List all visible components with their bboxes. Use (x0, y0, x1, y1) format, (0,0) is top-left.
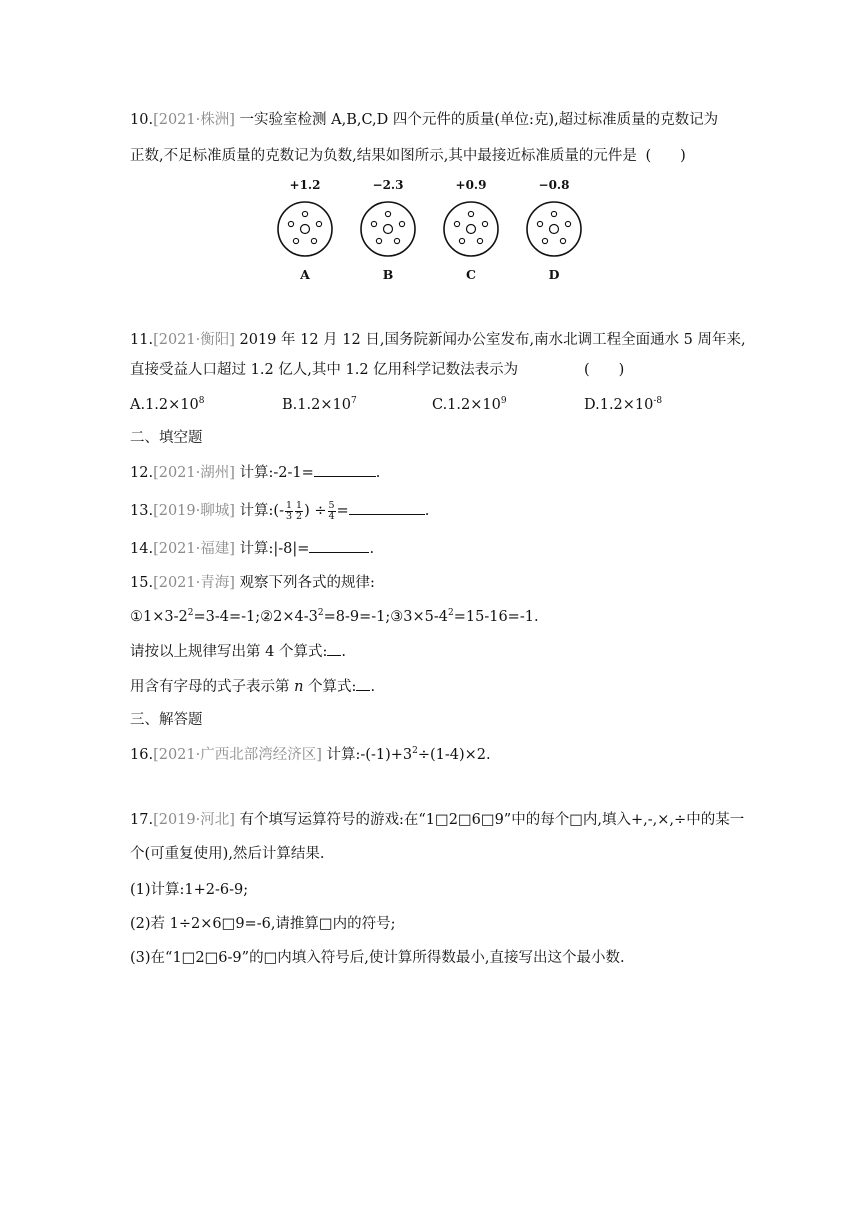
q15-formula-part: ①1×3-2 (130, 609, 188, 625)
q13-f2-denominator: 2 (296, 510, 303, 522)
q10-source: [2021·株洲] (153, 112, 235, 128)
q17-source: [2019·河北] (153, 812, 235, 828)
q15-formula-exp: 2 (447, 608, 454, 618)
q13-end: . (424, 503, 430, 519)
q12-answer-blank[interactable] (314, 462, 376, 477)
q15-line4-n: n (294, 679, 304, 695)
q13-answer-blank[interactable] (349, 500, 425, 515)
q13-f1-denominator: 3 (285, 510, 293, 522)
component-value-label: +1.2 (289, 178, 321, 192)
component-small-hole (459, 238, 464, 243)
q15-end-1: . (341, 644, 346, 660)
q11-source: [2021·衡阳] (153, 332, 235, 348)
q15-formula-exp: 2 (187, 608, 194, 618)
component-small-hole (454, 221, 459, 226)
q13-f3-denominator: 4 (328, 510, 335, 522)
q13-fraction-2 (295, 501, 303, 522)
q10-text-2: 正数,不足标准质量的克数记为负数,结果如图所示,其中最接近标准质量的元件是 (130, 148, 637, 164)
q17-sub3: (3)在“1□2□6-9”的□内填入符号后,使计算所得数最小,直接写出这个最小数. (130, 950, 625, 966)
q11-text-2: 直接受益人口超过 1.2 亿人,其中 1.2 亿用科学记数法表示为 (130, 362, 519, 378)
q15-line4-text-a: 用含有字母的式子表示第 (130, 679, 295, 695)
section-fill-in-title: 二、填空题 (130, 430, 203, 446)
q13-f2-numerator: 1 (296, 499, 303, 511)
q10-components-figure (270, 175, 600, 285)
component-small-hole (551, 211, 556, 216)
q17-sub1: (1)计算:1+2-6-9; (130, 882, 249, 898)
q13-line (130, 500, 429, 522)
q11-line1 (130, 330, 746, 350)
q14-line (130, 538, 374, 559)
component-d (527, 178, 581, 282)
component-outer-circle (527, 202, 581, 256)
q16-text-b: ÷(1-4)×2. (417, 747, 491, 763)
q12-end: . (375, 465, 381, 481)
q15-line3 (130, 641, 346, 662)
q16-line (130, 745, 491, 765)
q13-right-paren: ) (304, 503, 310, 519)
q15-line4-text-b: 个算式: (303, 679, 357, 695)
q12-line (130, 462, 380, 483)
component-center-hole (467, 225, 476, 234)
component-small-hole (565, 221, 570, 226)
component-small-hole (399, 221, 404, 226)
q13-minus: - (279, 503, 284, 519)
q17-number: 17. (130, 812, 154, 828)
q11-number: 11. (130, 332, 154, 348)
q13-text: 计算: (234, 503, 274, 519)
q11-line2 (130, 360, 518, 380)
component-letter-label: D (548, 267, 560, 282)
component-outer-circle (361, 202, 415, 256)
q16-exp: 2 (412, 746, 418, 756)
component-letter-label: C (466, 267, 476, 282)
component-center-hole (384, 225, 393, 234)
q13-f1-numerator: 1 (285, 499, 293, 511)
component-outer-circle (278, 202, 332, 256)
q15-formula-part: =8-9=-1;③3×5-4 (323, 609, 448, 625)
q11-option-b[interactable] (282, 395, 357, 415)
q11-option-a[interactable] (130, 395, 204, 415)
q15-number: 15. (130, 575, 154, 591)
q12-source: [2021·湖州] (153, 465, 235, 481)
q11-option-b-exp: 7 (350, 396, 357, 406)
q14-text: 计算:|-8|= (234, 541, 310, 557)
q11-option-a-text: A.1.2×10 (130, 397, 199, 413)
q10-line1 (130, 110, 718, 130)
q10-answer-paren[interactable]: ( ) (645, 148, 686, 164)
component-small-hole (560, 238, 565, 243)
q11-option-a-exp: 8 (198, 396, 205, 406)
component-small-hole (371, 221, 376, 226)
q11-option-c-text: C.1.2×10 (432, 397, 501, 413)
q11-option-d-text: D.1.2×10 (584, 397, 654, 413)
q13-left-paren: ( (273, 503, 280, 519)
component-small-hole (542, 238, 547, 243)
component-center-hole (550, 225, 559, 234)
q13-equals: = (336, 503, 349, 519)
q13-fraction-3 (328, 501, 336, 522)
q15-line4 (130, 676, 375, 697)
q14-number: 14. (130, 541, 154, 557)
component-b (361, 178, 415, 282)
q11-option-b-text: B.1.2×10 (282, 397, 351, 413)
component-letter-label: B (382, 267, 394, 282)
q17-sub2: (2)若 1÷2×6□9=-6,请推算□内的符号; (130, 916, 396, 932)
q10-number: 10. (130, 112, 154, 128)
component-outer-circle (444, 202, 498, 256)
q13-fraction-1 (285, 501, 293, 522)
q15-line3-text: 请按以上规律写出第 4 个算式: (130, 644, 328, 660)
q14-source: [2021·福建] (153, 541, 235, 557)
component-small-hole (468, 211, 473, 216)
q15-source: [2021·青海] (153, 575, 235, 591)
q17-line2: 个(可重复使用),然后计算结果. (130, 846, 325, 862)
q13-divide: ÷ (314, 503, 327, 519)
section-answer-title: 三、解答题 (130, 712, 203, 728)
component-small-hole (376, 238, 381, 243)
component-value-label: +0.9 (455, 178, 487, 192)
q11-answer-paren[interactable]: ( ) (584, 362, 625, 378)
q15-text: 观察下列各式的规律: (234, 575, 375, 591)
component-a (278, 178, 332, 282)
component-small-hole (477, 238, 482, 243)
q15-end-2: . (370, 679, 376, 695)
q15-answer-blank-2[interactable] (356, 676, 370, 691)
component-small-hole (311, 238, 316, 243)
q17-line1 (130, 810, 744, 830)
component-small-hole (302, 211, 307, 216)
q16-text-a: 计算:-(-1)+3 (321, 747, 413, 763)
q14-answer-blank[interactable] (309, 538, 369, 553)
q15-formula-part: =3-4=-1;②2×4-3 (193, 609, 318, 625)
component-value-label: −0.8 (538, 178, 570, 192)
component-value-label: −2.3 (372, 178, 404, 192)
q17-text-1: 有个填写运算符号的游戏:在“1□2□6□9”中的每个□内,填入+,-,×,÷中的某一 (234, 812, 745, 828)
component-small-hole (288, 221, 293, 226)
q15-formula-exp: 2 (317, 608, 324, 618)
component-small-hole (385, 211, 390, 216)
q10-text-1: 一实验室检测 A,B,C,D 四个元件的质量(单位:克),超过标准质量的克数记为 (239, 112, 719, 128)
q13-source: [2019·聊城] (153, 503, 235, 519)
component-center-hole (301, 225, 310, 234)
q11-text-1: 2019 年 12 月 12 日,国务院新闻办公室发布,南水北调工程全面通水 5 周年来, (234, 332, 746, 348)
component-small-hole (537, 221, 542, 226)
q14-end: . (369, 541, 375, 557)
q13-f3-numerator: 5 (328, 499, 335, 511)
component-small-hole (316, 221, 321, 226)
q11-option-d[interactable] (584, 395, 662, 415)
q11-option-d-exp: -8 (653, 396, 663, 406)
component-c (444, 178, 498, 282)
q15-answer-blank-1[interactable] (327, 641, 341, 656)
q15-formula-part: =15-16=-1. (453, 609, 539, 625)
component-small-hole (394, 238, 399, 243)
q16-source: [2021·广西北部湾经济区] (153, 747, 322, 763)
component-small-hole (482, 221, 487, 226)
q11-option-c-exp: 9 (500, 396, 507, 406)
q10-line2 (130, 146, 686, 166)
q12-text: 计算:-2-1= (234, 465, 314, 481)
q15-line1 (130, 573, 375, 593)
q16-number: 16. (130, 747, 154, 763)
component-small-hole (293, 238, 298, 243)
component-letter-label: A (300, 267, 310, 282)
q11-option-c[interactable] (432, 395, 507, 415)
q15-formula (130, 607, 539, 627)
q13-number: 13. (130, 503, 154, 519)
q12-number: 12. (130, 465, 154, 481)
